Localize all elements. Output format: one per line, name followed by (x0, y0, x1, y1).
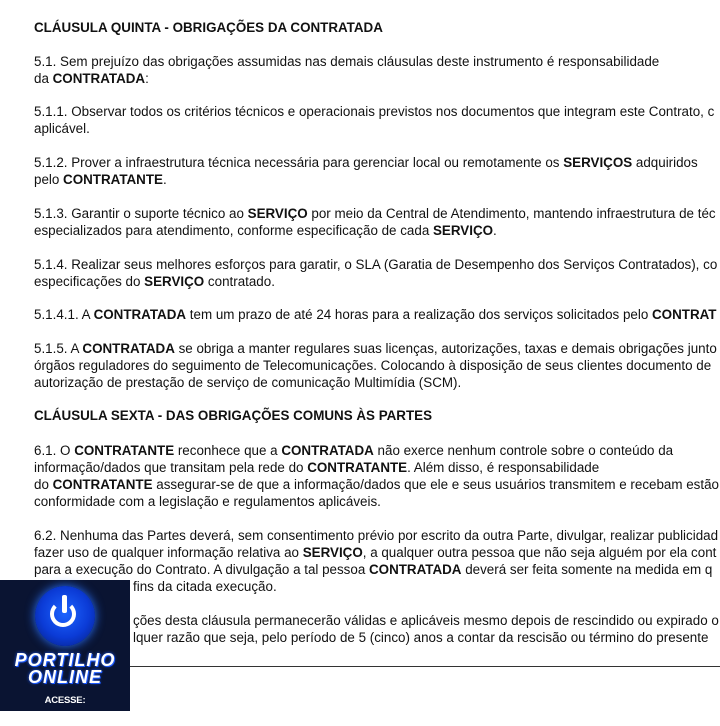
bold-term: SERVIÇO (433, 223, 494, 238)
paragraph-5-1-2 (34, 154, 698, 188)
text: 5.1.1. Observar todos os critérios técnicos e operacionais previstos nos documentos que integram este Contrato, c (34, 104, 715, 119)
bold-term: CONTRATADA (93, 307, 187, 322)
text: autorização de prestação de serviço de comunicação Multimídia (SCM). (34, 375, 462, 390)
line (34, 273, 717, 290)
line (133, 578, 277, 595)
line (34, 561, 718, 578)
logo-url: ACESSE: WWW.PORTILHO.ONLINE (8, 695, 122, 723)
text: aplicável. (34, 121, 90, 136)
text: informação/dados que transitam pela rede do (34, 460, 308, 475)
text: 5.1.4.1. A (34, 307, 94, 322)
line (34, 357, 717, 374)
text: especificações do (34, 274, 145, 289)
bold-term: SERVIÇO (247, 206, 308, 221)
cropped-text-fragment (330, 0, 590, 2)
bold-term: CONTRAT (652, 307, 717, 322)
line (34, 459, 719, 476)
text: para a execução do Contrato. A divulgação a tal pessoa (34, 562, 369, 577)
text: conformidade com a legislação e regulamentos aplicáveis. (34, 494, 381, 509)
line (34, 306, 716, 323)
bold-term: CONTRATANTE (74, 443, 175, 458)
paragraph-6-2 (34, 527, 718, 578)
line (133, 629, 719, 646)
logo-name-line1: PORTILHO (14, 650, 116, 670)
logo-name-line2: ONLINE (27, 667, 102, 687)
line (34, 103, 714, 120)
portilho-online-watermark (0, 580, 130, 723)
power-icon-bar (62, 595, 67, 613)
text: . Além disso, é responsabilidade (407, 460, 600, 475)
text: 5.1.2. Prover a infraestrutura técnica necessária para gerenciar local ou remotamente os (34, 155, 564, 170)
line (34, 120, 714, 137)
text: contratado. (204, 274, 275, 289)
text: lquer razão que seja, pelo período de 5 (cinco) anos a contar da rescisão ou término do presente (133, 630, 709, 645)
bold-term: SERVIÇO (302, 545, 363, 560)
text: . (493, 223, 497, 238)
paragraph-5-1-3 (34, 205, 716, 239)
line (34, 154, 698, 171)
line (34, 442, 719, 459)
bold-term: CONTRATADA (52, 71, 146, 86)
text: por meio da Central de Atendimento, mantendo infraestrutura de téc (307, 206, 716, 221)
text: adquiridos (632, 155, 698, 170)
text: da (34, 71, 53, 86)
text: : (145, 71, 149, 86)
text: 5.1.3. Garantir o suporte técnico ao (34, 206, 248, 221)
line (34, 205, 716, 222)
paragraph-6-3 (133, 612, 719, 646)
bold-term: SERVIÇOS (563, 155, 633, 170)
bold-term: CONTRATADA (369, 562, 462, 577)
bold-term: SERVIÇO (144, 274, 205, 289)
clause-six-heading: CLÁUSULA SEXTA - DAS OBRIGAÇÕES COMUNS ÀS PARTES (34, 408, 433, 423)
line (34, 374, 717, 391)
line (34, 476, 719, 493)
line (34, 53, 659, 70)
bold-term: CONTRATANTE (307, 460, 408, 475)
line (133, 612, 719, 629)
line (34, 493, 719, 510)
text: 6.1. O (34, 443, 75, 458)
text: do (34, 477, 53, 492)
paragraph-5-1-1 (34, 103, 714, 137)
text: especializados para atendimento, conforme especificação de cada (34, 223, 433, 238)
text: , a qualquer outra pessoa que não seja alguém por ela cont (362, 545, 717, 560)
text: 6.2. Nenhuma das Partes deverá, sem consentimento prévio por escrito da outra Parte, divulgar, realizar publicidad (34, 528, 719, 543)
paragraph-5-1 (34, 53, 659, 87)
clause-five-heading: CLÁUSULA QUINTA - OBRIGAÇÕES DA CONTRATADA (34, 20, 383, 35)
text: 5.1.5. A (34, 341, 83, 356)
text: 5.1. Sem prejuízo das obrigações assumidas nas demais cláusulas deste instrumento é responsabilidade (34, 54, 660, 69)
horizontal-rule (130, 666, 720, 667)
paragraph-5-1-5 (34, 340, 717, 391)
text: órgãos reguladores do seguimento de Telecomunicações. Colocando à disposição de seus clientes documento de (34, 358, 712, 373)
bold-term: CONTRATADA (82, 341, 175, 356)
line (34, 544, 718, 561)
bold-term: CONTRATANTE (63, 172, 163, 187)
paragraph-6-2-tail (133, 578, 277, 595)
text: pelo (34, 172, 64, 187)
line (34, 256, 717, 273)
text: . (162, 172, 167, 187)
text: fazer uso de qualquer informação relativa ao (34, 545, 303, 560)
text: ções desta cláusula permanecerão válidas e aplicáveis mesmo depois de rescindido ou expirado o (133, 613, 719, 628)
paragraph-5-1-4-1 (34, 306, 716, 323)
text: tem um prazo de até 24 horas para a realização dos serviços solicitados pelo (186, 307, 653, 322)
text: 5.1.4. Realizar seus melhores esforços para garatir, o SLA (Garatia de Desempenho dos Serviços Contratados), co (34, 257, 718, 272)
text: assegurar-se de que a informação/dados que ele e seus usuários transmitem e recebam estão (152, 477, 719, 492)
line (34, 171, 698, 188)
text: reconhece que a (174, 443, 282, 458)
bold-term: CONTRATADA (281, 443, 374, 458)
line (34, 527, 718, 544)
text: deverá ser feita somente na medida em q (461, 562, 713, 577)
text: não exerce nenhum controle sobre o conteúdo da (373, 443, 674, 458)
line (34, 340, 717, 357)
paragraph-6-1 (34, 442, 719, 510)
line (34, 222, 716, 239)
bold-term: CONTRATANTE (52, 477, 153, 492)
paragraph-5-1-4 (34, 256, 717, 290)
line (34, 70, 659, 87)
text: se obriga a manter regulares suas licenças, autorizações, taxas e demais obrigações junto (174, 341, 717, 356)
text: fins da citada execução. (133, 579, 277, 594)
